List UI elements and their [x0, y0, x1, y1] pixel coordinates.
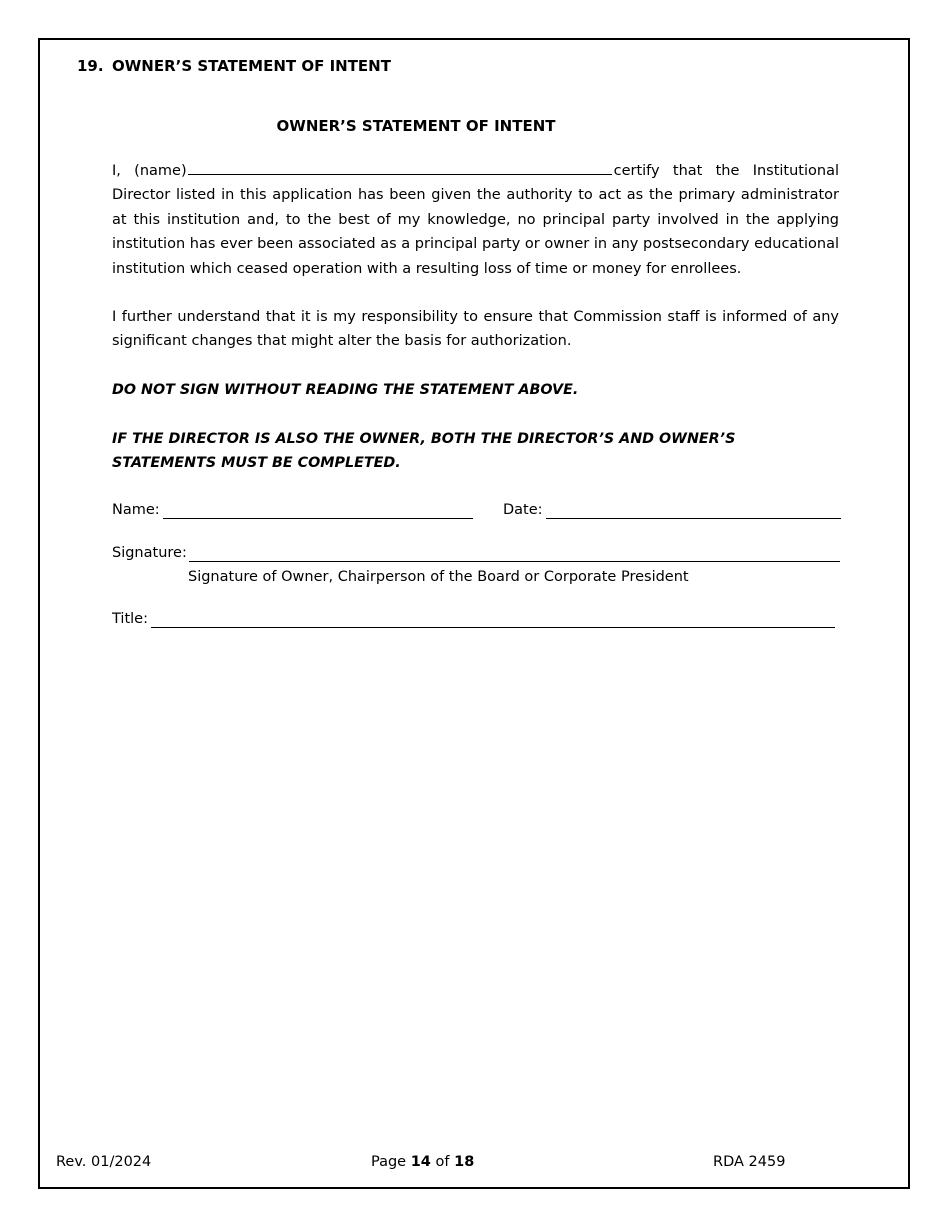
certification-text: certify that the Institutional Director listed in this application has been given the authority to act as the primary administrator at this institution and, to the best of my knowledge, no principal party involved in the applying institution has ever been associated as a principal party or owner in any postsecondary educational institution which ceased operation with a resulting loss of time or money for enrollees.: [112, 163, 839, 277]
do-not-sign-warning: DO NOT SIGN WITHOUT READING THE STATEMENT ABOVE.: [112, 382, 579, 398]
page-word: Page: [371, 1154, 407, 1170]
name-field[interactable]: [163, 518, 473, 519]
form-id: RDA 2459: [713, 1154, 786, 1170]
signature-field[interactable]: [189, 561, 840, 562]
name-label: Name:: [112, 502, 160, 518]
page-total: 18: [454, 1154, 475, 1170]
certification-paragraph: [112, 159, 839, 281]
page-number: [371, 1154, 474, 1170]
revision-date: Rev. 01/2024: [56, 1154, 152, 1170]
owner-name-blank-field[interactable]: [188, 160, 612, 175]
signature-caption: Signature of Owner, Chairperson of the Board or Corporate President: [188, 569, 689, 585]
signature-label: Signature:: [112, 545, 187, 561]
section-heading: [77, 57, 391, 75]
title-field[interactable]: [151, 627, 835, 628]
responsibility-paragraph: I further understand that it is my responsibility to ensure that Commission staff is informed of any significant changes that might alter the basis for authorization.: [112, 309, 839, 350]
page-of: of: [435, 1154, 450, 1170]
section-number: 19.: [77, 57, 104, 75]
section-title: OWNER’S STATEMENT OF INTENT: [112, 57, 391, 75]
director-owner-warning: IF THE DIRECTOR IS ALSO THE OWNER, BOTH THE DIRECTOR’S AND OWNER’S STATEMENTS MUST BE COMPLETED.: [112, 431, 736, 472]
date-field[interactable]: [546, 518, 841, 519]
name-prefix: I, (name): [112, 163, 187, 179]
title-label: Title:: [112, 611, 148, 627]
date-label: Date:: [503, 502, 543, 518]
statement-title: OWNER’S STATEMENT OF INTENT: [276, 117, 556, 135]
page-current: 14: [410, 1154, 431, 1170]
